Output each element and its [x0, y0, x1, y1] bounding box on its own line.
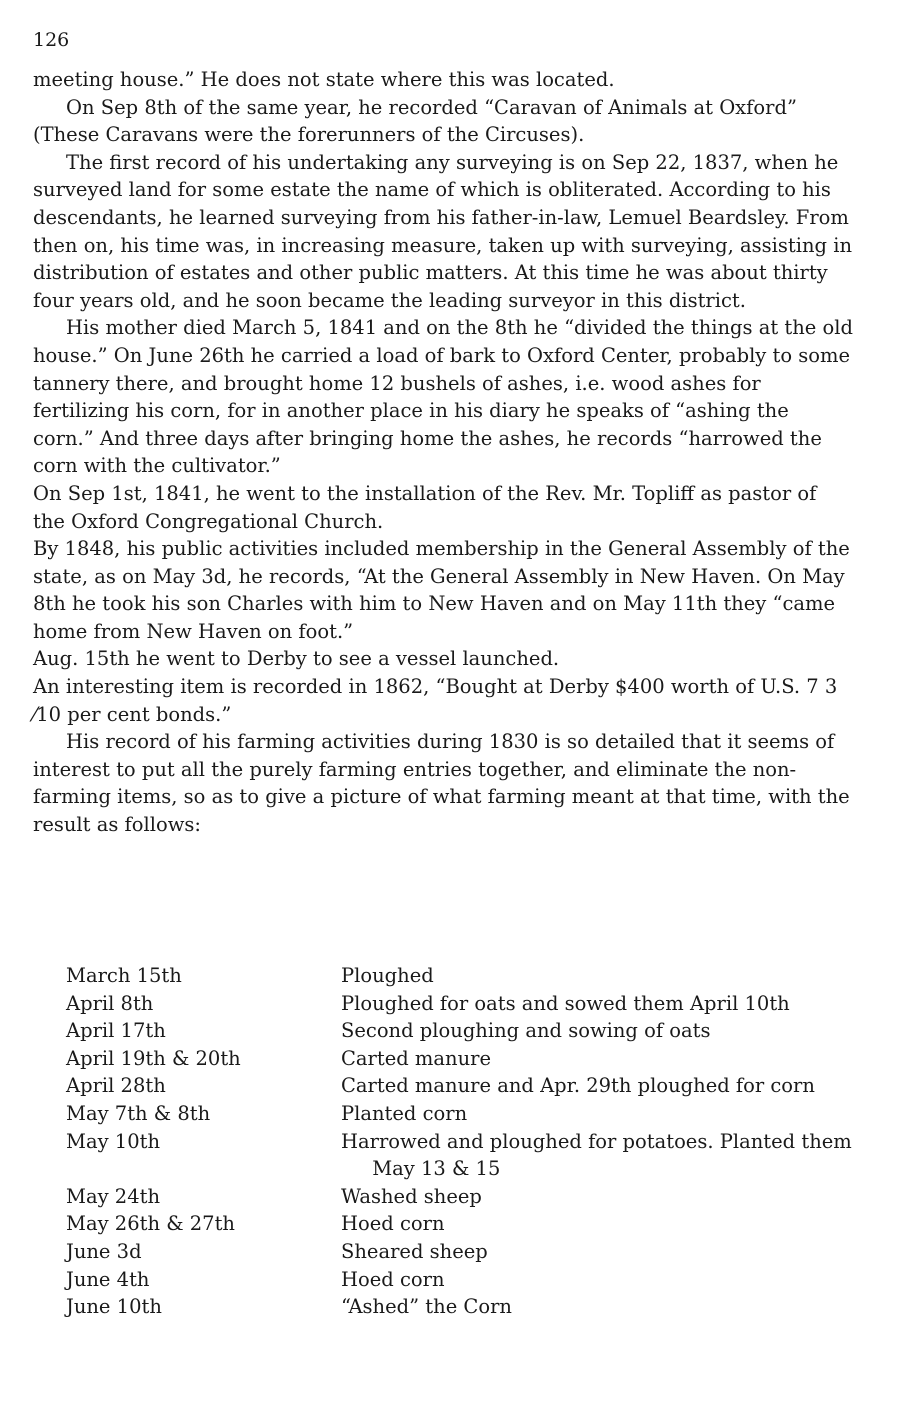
log-row: [66, 962, 866, 990]
log-date: May 10th: [66, 1129, 161, 1153]
log-date: May 7th & 8th: [66, 1101, 211, 1125]
log-row: [66, 1238, 866, 1266]
log-activity: Sheared sheep: [341, 1239, 488, 1263]
log-date: March 15th: [66, 964, 182, 987]
paragraph: His record of his farming activities during 1830 is so detailed that it seems of interest to put all the purely farming entries together, and eliminate the non-farming items, so as to give a picture of what farming meant at that time, with the result as follows:: [33, 730, 850, 837]
log-date: April 28th: [66, 1074, 166, 1098]
log-row: [66, 1293, 866, 1321]
log-date: May 26th & 27th: [66, 1212, 235, 1236]
log-row: [66, 1210, 866, 1238]
paragraph: By 1848, his public activities included membership in the General Assembly of the state, as on May 3d, he records, “At the General Assembly in New Haven. On May 8th he took his son Charles with him to New Haven and on May 11th they “came home from New Haven on foot.”: [33, 537, 850, 643]
log-row: [66, 1128, 866, 1183]
log-date: April 17th: [66, 1019, 166, 1043]
paragraph: Aug. 15th he went to Derby to see a vessel launched.: [33, 647, 560, 671]
paragraph: meeting house.” He does not state where this was located.: [33, 68, 615, 91]
paragraph: The first record of his undertaking any surveying is on Sep 22, 1837, when he surveyed land for some estate the name of which is obliterated. According to his descendants, he learned surveying from his father-in-law, Lemuel Beardsley. From then on, his time was, in increasing measure, taken up with surveying, assisting in distribution of estates and other public matters. At this time he was about thirty four years old, and he soon became the leading surveyor in this district.: [33, 150, 853, 312]
log-row: [66, 1072, 866, 1100]
log-row: [66, 1183, 866, 1211]
log-activity: Carted manure: [341, 1046, 492, 1070]
farming-log: [66, 962, 866, 1321]
log-date: April 8th: [66, 991, 154, 1015]
log-activity: Ploughed for oats and sowed them April 10th: [341, 991, 790, 1015]
log-date: May 24th: [66, 1184, 161, 1208]
log-row: [66, 1017, 866, 1045]
log-row: [66, 1266, 866, 1294]
log-activity: Hoed corn: [341, 1212, 445, 1236]
paragraph: On Sep 1st, 1841, he went to the installation of the Rev. Mr. Topliff as pastor of the Oxford Congregational Church.: [33, 481, 817, 533]
log-row: [66, 1045, 866, 1073]
log-row: [66, 990, 866, 1018]
log-activity: Hoed corn: [341, 1267, 445, 1291]
log-date: June 3d: [66, 1239, 142, 1263]
log-activity: Washed sheep: [341, 1184, 482, 1208]
log-activity: “Ashed” the Corn: [341, 1295, 512, 1319]
log-date: June 10th: [66, 1295, 162, 1319]
log-activity: Planted corn: [341, 1101, 468, 1125]
body-text: [33, 66, 853, 839]
log-activity: Harrowed and ploughed for potatoes. Planted them May 13 & 15: [341, 1129, 852, 1181]
paragraph: An interesting item is recorded in 1862, “Bought at Derby $400 worth of U.S. 7 3 ⁄10 per cent bonds.”: [33, 675, 838, 726]
log-activity: Carted manure and Apr. 29th ploughed for corn: [341, 1074, 815, 1098]
page-number: 126: [33, 29, 70, 51]
log-date: June 4th: [66, 1267, 150, 1291]
log-activity: Ploughed: [341, 964, 434, 987]
log-date: April 19th & 20th: [66, 1046, 241, 1070]
log-activity: Second ploughing and sowing of oats: [341, 1019, 711, 1043]
log-row: [66, 1100, 866, 1128]
paragraph: His mother died March 5, 1841 and on the 8th he “divided the things at the old house.” On June 26th he carried a load of bark to Oxford Center, probably to some tannery there, and brought home 12 bushels of ashes, i.e. wood ashes for fertilizing his corn, for in another place in his diary he speaks of “ashing the corn.” And three days after bringing home the ashes, he records “harrowed the corn with the cultivator.”: [33, 316, 853, 478]
paragraph: On Sep 8th of the same year, he recorded “Caravan of Animals at Oxford” (These Caravans were the forerunners of the Circuses).: [33, 95, 797, 147]
